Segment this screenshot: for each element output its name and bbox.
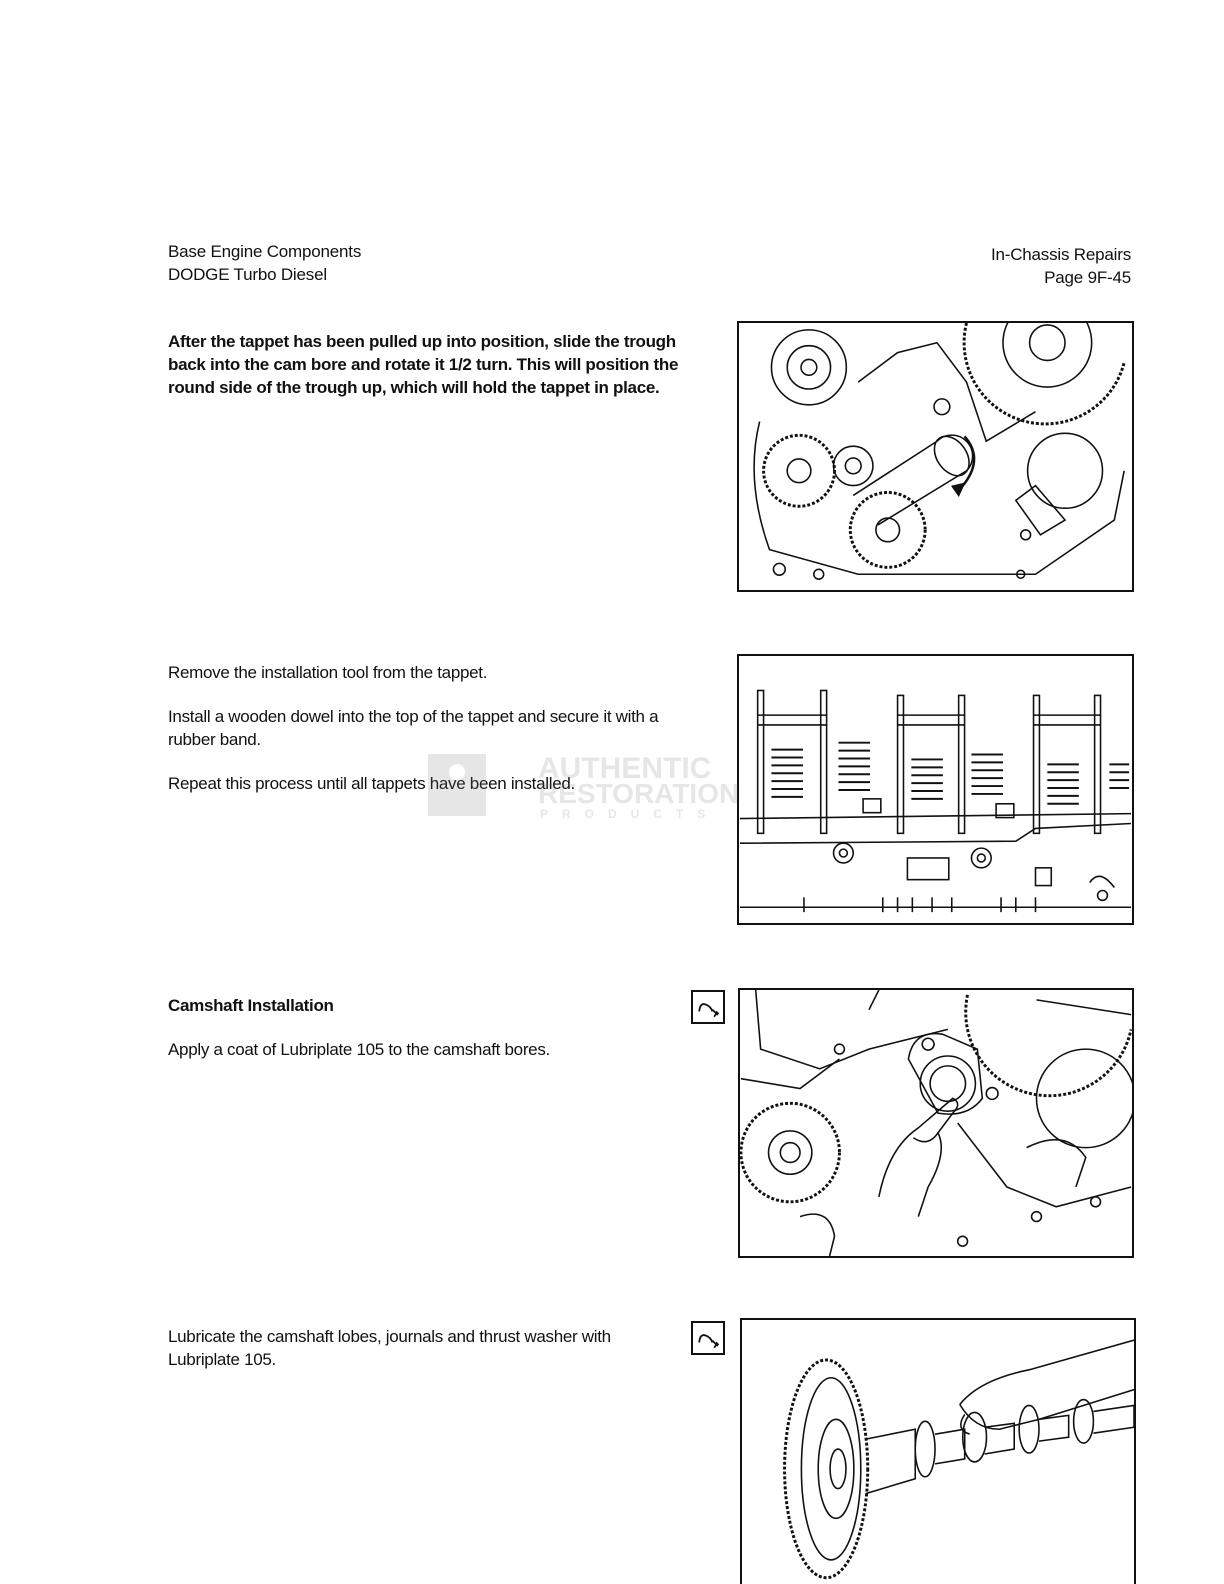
figure-camshaft-bores — [738, 988, 1134, 1258]
header-left — [168, 240, 361, 286]
figure-trough-rotation — [737, 321, 1134, 592]
step-2-paragraph-1: Remove the installation tool from the tappet. — [168, 663, 488, 682]
chapter-title: In-Chassis Repairs — [990, 245, 1131, 264]
watermark-line2: RESTORATION — [538, 778, 740, 809]
watermark-line3: PRODUCTS — [540, 807, 720, 820]
manual-title: DODGE Turbo Diesel — [168, 265, 327, 284]
step-1-text — [168, 330, 683, 399]
step-2-paragraph-2: Install a wooden dowel into the top of the tappet and secure it with a rubber band. — [168, 707, 659, 749]
step-3-text — [168, 994, 683, 1061]
step-4-paragraph: Lubricate the camshaft lobes, journals and thrust washer with Lubriplate 105. — [168, 1327, 611, 1369]
engine-front-illustration — [739, 323, 1132, 590]
watermark-line1: AUTHENTIC — [538, 752, 712, 785]
cylinder-head-illustration — [739, 656, 1132, 923]
oil-can-icon — [691, 990, 725, 1024]
section-heading-camshaft-installation: Camshaft Installation — [168, 996, 334, 1015]
figure-camshaft-lubrication — [740, 1318, 1136, 1584]
oil-can-icon — [691, 1321, 725, 1355]
cam-bore-illustration — [740, 990, 1132, 1256]
header-right — [991, 243, 1131, 289]
watermark — [428, 748, 758, 820]
step-3-paragraph: Apply a coat of Lubriplate 105 to the camshaft bores. — [168, 1040, 550, 1059]
page-number: Page 9F-45 — [1044, 268, 1131, 287]
section-title: Base Engine Components — [168, 242, 362, 261]
camshaft-illustration — [742, 1320, 1134, 1584]
step-4-text — [168, 1325, 683, 1371]
step-1-paragraph: After the tappet has been pulled up into position, slide the trough back into the cam bore and rotate it 1/2 turn. This will position the round side of the trough up, which will hold the tappet in place. — [168, 332, 679, 397]
figure-tappet-dowels — [737, 654, 1134, 925]
watermark-logo — [428, 748, 758, 820]
step-2-paragraph-3: Repeat this process until all tappets have been installed. — [168, 774, 575, 793]
